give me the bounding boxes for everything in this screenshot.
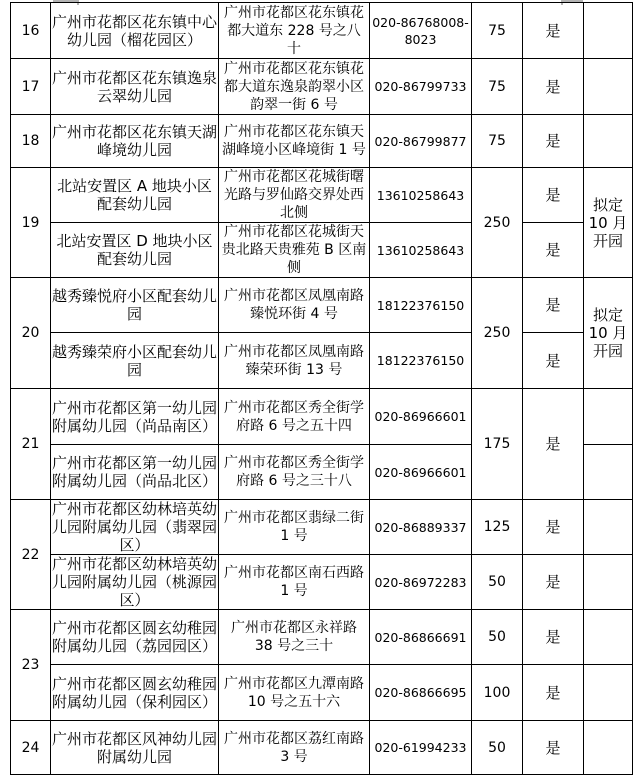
cell-kindergarten-name: 广州市花都区幼林培英幼儿园附属幼儿园（翡翠园区） [52,500,218,554]
cell-note: 拟定 10 月开园 [584,168,633,278]
cell-note [584,721,633,775]
cell-phone: 020-86799877 [370,115,472,168]
cell-kindergarten-name: 广州市花都区幼林培英幼儿园附属幼儿园（桃源园区） [52,555,218,609]
cell-confirm: 是 [523,278,584,333]
cell-seq: 23 [11,610,51,721]
cell-note [584,555,633,610]
table-row [11,168,633,223]
cell-note [584,3,633,59]
cell-note: 拟定 10 月开园 [584,278,633,389]
cell-note [584,59,633,115]
cell-capacity: 75 [472,3,523,59]
cell-phone: 020-86768008-8023 [370,3,472,59]
table-row [11,500,633,555]
cell-confirm: 是 [523,665,584,721]
cell-seq: 19 [11,168,51,278]
cell-capacity: 50 [472,610,523,665]
cell-confirm: 是 [523,115,584,168]
cell-phone: 18122376150 [370,278,472,333]
cell-confirm: 是 [523,333,584,389]
cell-phone: 020-86966601 [370,445,472,500]
cell-address: 广州市花都区凤凰南路臻荣环街 13 号 [219,333,370,389]
cell-address: 广州市花都区荔红南路 3 号 [219,721,370,775]
cell-note [584,115,633,168]
cell-address: 广州市花都区花东镇花都大道东逸泉韵翠小区韵翠一街 6 号 [219,59,370,115]
cell-confirm: 是 [523,3,584,59]
cell-kindergarten-name: 广州市花都区花东镇天湖峰境幼儿园 [51,115,219,168]
cell-address: 广州市花都区凤凰南路臻悦环街 4 号 [219,278,370,333]
cell-kindergarten-name: 广州市花都区花东镇逸泉云翠幼儿园 [51,59,219,115]
cell-confirm: 是 [523,168,584,223]
cell-phone: 020-86866695 [370,665,472,721]
cell-capacity: 250 [472,168,523,278]
cell-phone: 13610258643 [370,223,472,278]
cell-phone: 020-61994233 [370,721,472,775]
table-row [11,721,633,775]
cell-capacity: 100 [472,665,523,721]
cell-address: 广州市花都区花城街天贵北路天贵雅苑 B 区南侧 [219,223,370,278]
cell-address: 广州市花都区花东镇天湖峰境小区峰境街 1 号 [219,115,370,168]
cell-phone: 020-86972283 [370,555,472,610]
cell-note [584,610,633,665]
cell-phone: 020-86866691 [370,610,472,665]
table-row [11,115,633,168]
cell-confirm: 是 [523,59,584,115]
cell-seq: 24 [11,721,51,775]
cell-seq: 20 [11,278,51,389]
cell-kindergarten-name: 广州市花都区圆玄幼稚园附属幼儿园（荔园园区） [51,610,219,665]
table-row [11,555,633,610]
cell-kindergarten-name: 广州市花都区圆玄幼稚园附属幼儿园（保利园区） [51,665,219,721]
cell-address: 广州市花都区永祥路 38 号之三十 [219,610,370,665]
cell-note [584,445,633,500]
cell-note [584,389,633,445]
cell-address: 广州市花都区花城街曙光路与罗仙路交界处西北侧 [219,168,370,223]
cell-capacity: 250 [472,278,523,389]
cell-phone: 020-86889337 [370,500,472,555]
cell-address: 广州市花都区秀全街学府路 6 号之五十四 [219,389,370,445]
cell-confirm: 是 [523,721,584,775]
cell-address: 广州市花都区翡绿二街 1 号 [219,500,370,555]
cell-capacity: 175 [472,389,523,500]
table-row [11,59,633,115]
cell-confirm: 是 [523,500,584,555]
cell-kindergarten-name: 越秀臻悦府小区配套幼儿园 [51,278,219,333]
cell-kindergarten-name: 广州市花都区风神幼儿园附属幼儿园 [51,721,219,775]
cell-note [584,665,633,721]
cell-address: 广州市花都区秀全街学府路 6 号之三十八 [219,445,370,500]
cell-capacity: 125 [472,500,523,555]
table-row [11,278,633,333]
table-row [11,3,633,59]
cell-kindergarten-name: 广州市花都区第一幼儿园附属幼儿园（尚品南区） [51,389,219,445]
cell-note [584,500,633,555]
cell-capacity: 75 [472,59,523,115]
cell-seq: 17 [11,59,51,115]
cell-capacity: 50 [472,721,523,775]
cell-address: 广州市花都区南石西路 1 号 [219,555,370,610]
cell-seq: 18 [11,115,51,168]
kindergarten-table [10,2,633,775]
cell-confirm: 是 [523,389,584,500]
table-row [11,665,633,721]
cell-capacity: 50 [472,555,523,610]
cell-seq: 16 [11,3,51,59]
cell-kindergarten-name: 广州市花都区第一幼儿园附属幼儿园（尚品北区） [51,445,219,500]
cell-address: 广州市花都区花东镇花都大道东 228 号之八十 [219,3,370,59]
table-row [11,389,633,445]
cell-phone: 18122376150 [370,333,472,389]
table-row [11,610,633,665]
cell-address: 广州市花都区九潭南路 10 号之五十六 [219,665,370,721]
cell-kindergarten-name: 北站安置区 A 地块小区配套幼儿园 [51,168,219,223]
cell-kindergarten-name: 越秀臻荣府小区配套幼儿园 [51,333,219,389]
table-row [11,223,633,278]
cell-seq: 21 [11,389,51,500]
cell-phone: 13610258643 [370,168,472,223]
table-row [11,333,633,389]
cell-kindergarten-name: 广州市花都区花东镇中心幼儿园（榴花园区） [51,3,219,59]
cell-capacity: 75 [472,115,523,168]
cell-kindergarten-name: 北站安置区 D 地块小区配套幼儿园 [51,223,219,278]
cell-confirm: 是 [523,223,584,278]
cell-phone: 020-86966601 [370,389,472,445]
cell-confirm: 是 [523,610,584,665]
cell-confirm: 是 [523,555,584,610]
cell-seq: 22 [11,500,51,610]
cell-phone: 020-86799733 [370,59,472,115]
